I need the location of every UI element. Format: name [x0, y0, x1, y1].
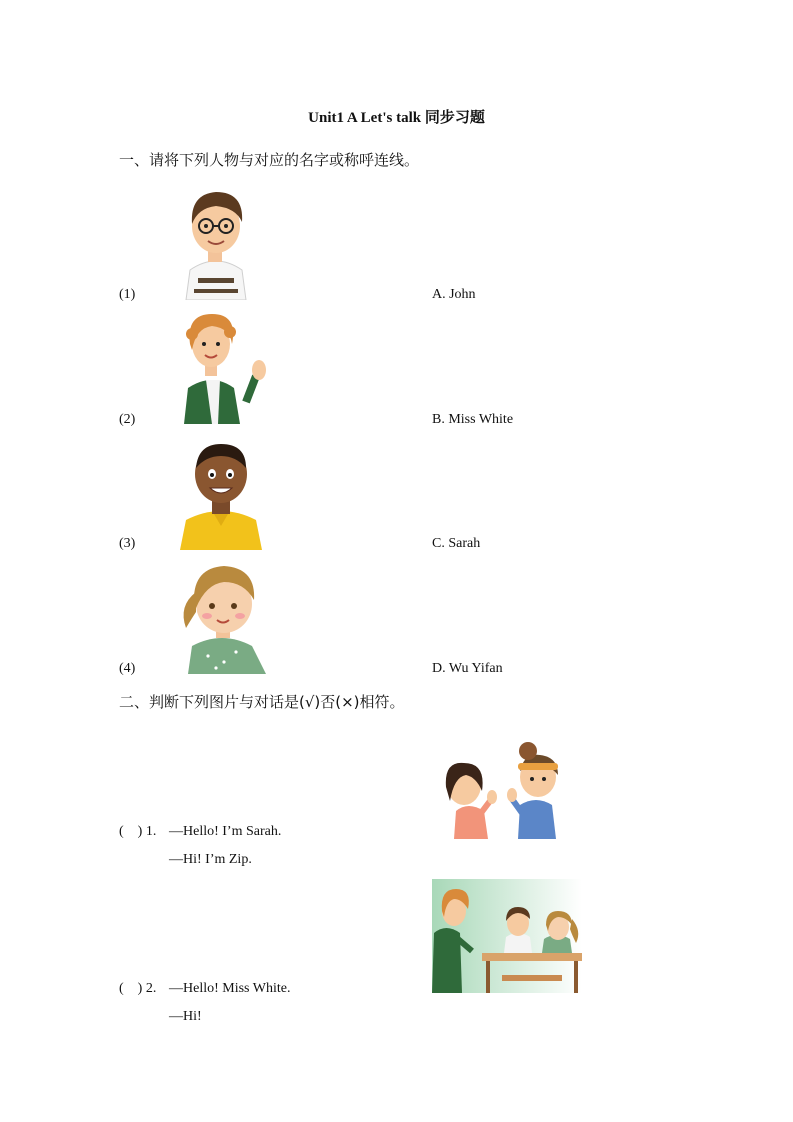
question-1-line2: —Hi! I’m Zip.: [169, 852, 252, 867]
item-number-3: (3): [119, 536, 136, 551]
page-title: Unit1 A Let's talk 同步习题: [308, 110, 485, 126]
section2-heading: 二、判断下列图片与对话是(√)否(×)相符。: [119, 693, 405, 711]
question-1-line1: —Hello! I’m Sarah.: [169, 824, 282, 839]
item-number-1: (1): [119, 287, 136, 302]
item-number-4: (4): [119, 661, 136, 676]
question-2-line2: —Hi!: [169, 1009, 202, 1024]
option-a: A. John: [432, 287, 476, 302]
option-c: C. Sarah: [432, 536, 481, 551]
kids-greeting-illustration: [440, 737, 564, 839]
item-number-2: (2): [119, 412, 136, 427]
boy-glasses-illustration: [180, 186, 252, 300]
option-d: D. Wu Yifan: [432, 661, 503, 676]
classroom-illustration: [432, 879, 582, 993]
john-illustration: [178, 440, 264, 550]
sarah-illustration: [174, 556, 270, 674]
section1-heading: 一、请将下列人物与对应的名字或称呼连线。: [119, 151, 420, 169]
question-1-prefix: ( ) 1.: [119, 824, 157, 839]
option-b: B. Miss White: [432, 412, 514, 427]
question-2-line1: —Hello! Miss White.: [169, 981, 291, 996]
question-2-prefix: ( ) 2.: [119, 981, 157, 996]
miss-white-illustration: [182, 310, 272, 424]
